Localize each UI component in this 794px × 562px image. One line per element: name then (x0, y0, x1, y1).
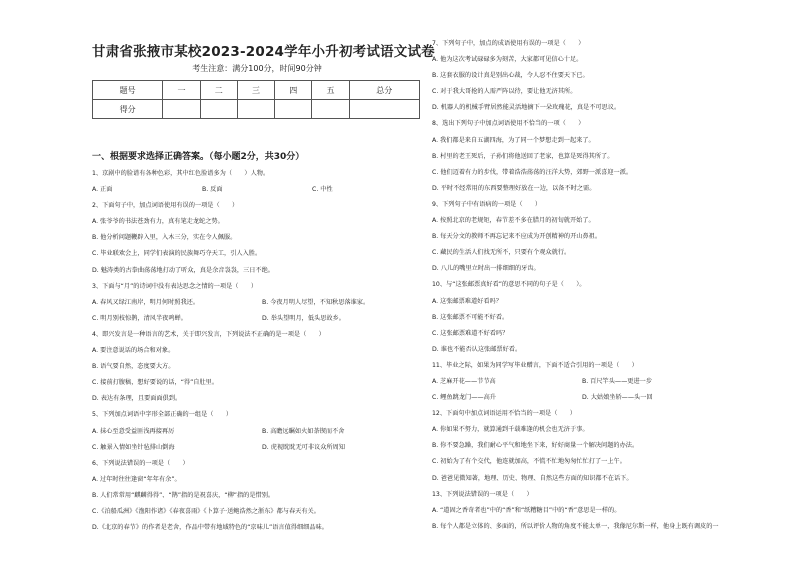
score-header-cell: 三 (237, 81, 274, 100)
question-line: 5、下列加点词语中字形全部正确的一组是（ ） (92, 411, 233, 419)
question-line: 8、选出下列句子中加点词语使用不恰当的一项（ ） (432, 120, 585, 128)
option-row (92, 182, 432, 198)
question-line: D. 魅涛类的古拳曲荡荡地打动了听众，真是余音袅袅，三日不绝。 (92, 266, 274, 274)
answer-option[interactable]: A. 芝麻开花——节节高 (432, 377, 496, 385)
question-line: D. 八儿的嘴里立时出一排细细的牙齿。 (432, 265, 540, 273)
question-line: B. 人们常常用“麒麟得得”、“鹊”指的是祝喜庆，“柳”指的是惜别。 (92, 491, 275, 499)
score-table-header-row (93, 81, 420, 100)
question-line: C. 初始为了有个交代，他连就加高，不慌不忙地匆匆忙忙打了一上午。 (432, 458, 626, 466)
score-cell[interactable] (163, 100, 200, 119)
question-line: 12、下面句中加点词语运用不恰当的一项是（ ） (432, 410, 576, 418)
score-table-score-row (93, 100, 420, 119)
question-line: A. 我们都是来自五湖四海，为了同一个梦想走到一起来了。 (432, 136, 595, 144)
option-row (432, 390, 732, 406)
score-row-label: 得分 (93, 100, 163, 119)
option-row (92, 424, 432, 440)
question-line: D. 机器人的机械手臂居然能灵活地摘下一朵玫瑰花，真是不可思议。 (432, 104, 621, 112)
option-row (92, 295, 432, 311)
question-line: C. 接前打腹稿，想好要说的话，“得”自肚里。 (92, 379, 219, 387)
page-title: 甘肃省张掖市某校2023-2024学年小升初考试语文试卷 (92, 44, 435, 60)
question-line: A. 按照北京的老规矩，春节差不多在腊月的初旬就开始了。 (432, 217, 595, 225)
question-line: 1、京剧中的脸谱有各种色彩，其中红色脸谱多为（ ）人物。 (92, 170, 270, 177)
question-line: C. 对于我大哥抢的人需严阵以待，要让他无济其所。 (432, 88, 577, 96)
score-cell[interactable] (275, 100, 312, 119)
option-row (432, 374, 732, 390)
question-line: 2、下面句子中，加点词语使用有误的一项是（ ） (92, 202, 239, 210)
answer-option[interactable]: B. 百尺竿头——更进一步 (582, 377, 653, 385)
question-line: 6、下列说法错误的一项是（ ） (92, 459, 189, 467)
question-line: 4、即兴发言是一种语言的艺术，关于即兴发言，下列说法不正确的是一项是（ ） (92, 330, 325, 338)
question-line: B. 你不要急躁，我们耐心平气和地坐下来，好好商量一个解决问题的办法。 (432, 442, 639, 450)
question-line: D. 爸爸见微知著，地理、历史、物理、自然这些方面的知识都不在话下。 (432, 474, 633, 482)
exam-notice: 考生注意：满分100分，时间90分钟 (192, 64, 322, 73)
answer-option[interactable]: B. 今夜月明人尽望，不知秋思落谁家。 (262, 298, 370, 306)
question-line: A. 他为这次考试碌碌多为刻苦，大家都可见信心十足。 (432, 56, 583, 64)
question-line: B. 他分析问题鞭辟入里，入木三分，实在令人佩服。 (92, 234, 237, 242)
question-line: A. 过年时往往逢窗“年年有余”。 (92, 475, 181, 483)
question-line: 11、毕业之际，如果为同学写毕业赠言，下面不适合引用的一项是（ ） (432, 361, 638, 369)
score-table (92, 80, 420, 119)
score-header-cell: 题号 (93, 81, 163, 100)
question-line: C. 藏民的生活人们找无所不，只要有个观众就行。 (432, 249, 571, 257)
question-line: D. 谁也不能否认这张邮票好看。 (432, 345, 522, 353)
question-line: B. 每天分文的教师不再忘记来不应成为开创精神的开山鼻祖。 (432, 233, 602, 241)
score-cell[interactable] (237, 100, 274, 119)
question-line: D. 平时不经常用的东西要整理好放在一边，以备不时之需。 (432, 184, 596, 192)
answer-option[interactable]: B. 高瞻远瞩如火如荼锲而不舍 (262, 427, 345, 435)
answer-option[interactable]: A. 正面 (92, 186, 113, 194)
question-line: A. 这张邮票难道好看吗？ (432, 297, 502, 305)
question-line: D.《北京的春节》的作者是老舍，作品中带有地域特色的“京味儿”语言值得细细品味。 (92, 524, 328, 532)
score-header-cell: 四 (275, 81, 312, 100)
score-header-cell: 一 (163, 81, 200, 100)
question-line: B. 这张邮票不可能不好看。 (432, 313, 509, 321)
score-cell[interactable] (200, 100, 237, 119)
question-line: B. 这套衣服的设计真是别出心裁，令人忍不住要天下已。 (432, 72, 589, 80)
question-line: 3、下面与“月”的诗词中没有表达思念之情的一项是（ ） (92, 282, 258, 290)
answer-option[interactable]: D. 举头望明月，低头思故乡。 (262, 314, 345, 322)
question-line: C. 这张邮票难道不好看吗？ (432, 329, 509, 337)
option-row (92, 311, 432, 327)
right-question-list (432, 36, 732, 535)
question-line: C.《泊船瓜洲》《渔阳作诸》《春夜喜雨》《卜算子·送鲍浩然之浙东》都与春天有关。 (92, 507, 320, 515)
answer-option[interactable]: A. 抹心至意受益匪浅再接再厉 (92, 427, 175, 435)
answer-option[interactable]: D. 大姑娘坐轿——头一回 (582, 394, 653, 402)
answer-option[interactable]: B. 反面 (202, 186, 223, 194)
question-line: 13、下列说法错误的一项是（ ） (432, 490, 533, 498)
question-line: B. 村里的老王死后，子孙们将他送回了老家，也算是死得其所了。 (432, 152, 614, 160)
left-question-list (92, 166, 432, 536)
score-header-cell: 二 (200, 81, 237, 100)
answer-option[interactable]: C. 中性 (312, 186, 333, 194)
score-header-cell: 总分 (349, 81, 419, 100)
question-line: A. 张爷爷的书法苍劲有力，真有笔走龙蛇之势。 (92, 218, 224, 226)
question-line: 9、下列句子中有语病的一项是（ ） (432, 200, 542, 208)
score-cell[interactable] (312, 100, 349, 119)
section-heading: 一、根据要求选择正确答案。（每小题2分，共30分） (92, 152, 305, 162)
answer-option[interactable]: D. 虎视眈眈无可非议众所周知 (262, 443, 345, 451)
answer-option[interactable]: A. 春风又绿江南岸，明月何时照我还。 (92, 298, 200, 306)
answer-option[interactable]: C. 鲤鱼跳龙门——高升 (432, 394, 496, 402)
question-line: D. 表达有条理，且要面面俱到。 (92, 395, 182, 403)
question-line: 7、下列句子中，加点的成语使用有误的一项是（ ） (432, 40, 585, 47)
answer-option[interactable]: C. 触景入情如坐针毡排山倒海 (92, 443, 175, 451)
question-line: A. “道固之香奇者也”中的“香”和“纸糟糖目”中的“香”意思是一样的。 (432, 506, 621, 514)
question-line: C. 他们迈着有力的步伐，带着浩浩荡荡的汪洋大势，郊野一派喜迎一派。 (432, 168, 633, 176)
question-line: A. 你如果不努力，就算通到千载难逢的机会也无济于事。 (432, 426, 589, 434)
question-line: B. 语气要自然，态度要大方。 (92, 363, 175, 371)
question-line: 10、与“这张邮票真好看”的意思不同的句子是（ ）。 (432, 281, 586, 289)
answer-option[interactable]: C. 明月别枝惊鹊，清风半夜鸣蝉。 (92, 314, 187, 322)
question-line: A. 要注意说话的场合和对象。 (92, 347, 175, 355)
question-line: C. 毕业联欢会上，同学们表演的民族舞巧夺天工，引人入胜。 (92, 250, 262, 258)
score-cell[interactable] (349, 100, 419, 119)
score-header-cell: 五 (312, 81, 349, 100)
question-line: B. 每个人都是立体的、多面的，所以评价人物的角度不能太单一，我像尼尔斯一样，他身上既有调皮的一 (432, 522, 719, 530)
option-row (92, 440, 432, 456)
